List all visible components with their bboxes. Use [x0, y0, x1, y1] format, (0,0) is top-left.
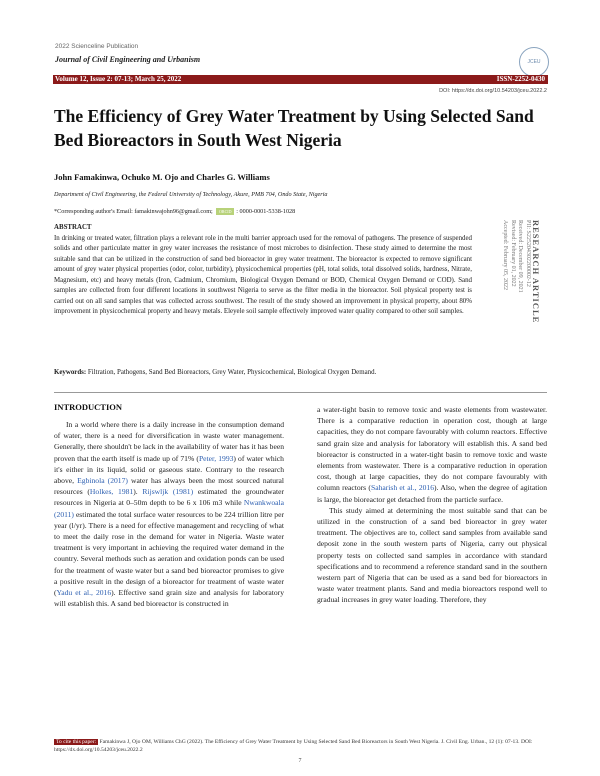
keywords — [54, 368, 472, 379]
corresponding-author — [54, 208, 295, 215]
text: In a world where there is a daily increase in the consumption demand of water, there is a need for diversification in waste water management. Generally, there shouldn't be lack in the availability of water has it has been proven that the earth itself is made up of 71% ( — [54, 420, 284, 463]
keywords-text: Filtration, Pathogens, Sand Bed Bioreactors, Grey Water, Physicochemical, Biological Oxygen Demand. — [87, 369, 377, 376]
paper-title: The Efficiency of Grey Water Treatment by Using Selected Sand Bed Bioreactors in South West Nigeria — [54, 106, 534, 150]
text: ) of water which it's either in its liquid, solid or gaseous state. Contrary to the research above, — [54, 453, 284, 486]
intro-right-column — [317, 404, 547, 606]
article-side-info — [502, 220, 563, 324]
keywords-label: Keywords: — [54, 369, 87, 376]
journal-logo: JCEU — [519, 47, 549, 77]
citation[interactable]: Peter, 1993 — [198, 453, 234, 463]
publisher-line: 2022 Scienceline Publication — [55, 43, 139, 50]
text: ). Also, when the degree of agitation is large, the bioreactor get detached from the particle surface. — [317, 483, 548, 504]
citation[interactable]: Yadu et al., 2016 — [56, 588, 112, 598]
affiliation: Department of Civil Engineering, the Federal University of Technology, Akure, PMB 704, Ondo State, Nigeria — [54, 191, 328, 198]
text: water has always been the most sourced natural resources ( — [54, 476, 285, 497]
received-date: Received: December 09, 2021 — [517, 220, 524, 293]
citation[interactable]: Saharish et al., 2016 — [370, 483, 435, 493]
volume-info: Volume 12, Issue 2: 07-13; March 25, 2022 — [55, 75, 182, 83]
citation-footer — [54, 738, 549, 754]
revised-date: Revised: February 01, 2022 — [510, 220, 516, 287]
abstract — [54, 223, 472, 318]
divider — [54, 392, 547, 393]
cite-text: Famakinwa J, Ojo OM, Williams ChG (2022). The Efficiency of Grey Water Treatment by Using Selected Sand Bed Bioreactors in South West Nigeria. J. Civil Eng. Urban., 12 (1): 07-13. DOI: https://dx.doi.org/10.54203/jceu.2022.2 — [54, 739, 533, 753]
authors: John Famakinwa, Ochuko M. Ojo and Charles G. Williams — [54, 172, 270, 182]
journal-name: Journal of Civil Engineering and Urbanism — [55, 55, 201, 64]
accepted-date: Accepted: February 05, 2022 — [502, 220, 509, 290]
orcid-id[interactable]: : 0000-0001-5338-1028 — [236, 208, 296, 215]
section-heading-introduction: INTRODUCTION — [54, 402, 123, 412]
pii: PII: S225204302200002-12 — [525, 220, 531, 287]
citation[interactable]: Egbinola (2017) — [77, 476, 128, 486]
doi-link[interactable]: DOI: https://dx.doi.org/10.54203/jceu.2022.2 — [439, 88, 547, 94]
cite-tag: To cite this paper: — [56, 739, 97, 745]
citation[interactable]: Rijswljk (1981) — [142, 487, 194, 497]
text: This study aimed at determining the most suitable sand that can be utilized in the construction of a sand bed bioreactor in grey water treatment. The objectives are to, collect sand samples from available sand deposit zone in the south western parts of Nigeria, carry out physical property tests on collected sand samples in accordance with standard specifications and to recommend a reference standard sand in the southern western part of Nigeria that can be used as a sand bed for bioreactors in waste water treatment plants. Sand and media bioreactors respond well to gradual increases in grey water loading. Therefore, they — [317, 505, 547, 605]
intro-left-column — [54, 419, 284, 609]
orcid-icon[interactable]: ORCID — [216, 208, 234, 215]
volume-bar — [53, 75, 548, 84]
text: estimated the total surface water resources to be 224 trillion litre per year (l/yr). There is a need for effective management and recycling of what to meet the daily rose in the demand for water in Nigeria. Waste water treatment is very important in achieving the required water demand in the country. Several methods such as aeration and oxidation ponds can be used for the treatment of waste water but a sand bed bioreactor promises to give a positive result in the design of a bioreactor for treatment of waste water ( — [54, 509, 284, 598]
text: ). Effective sand grain size and analysis for laboratory will establish this. A sand bed bioreactor is constructed in — [54, 588, 284, 609]
page-number: 7 — [298, 758, 302, 764]
citation[interactable]: Holkes, 1981 — [89, 487, 134, 497]
corresponding-email[interactable]: *Corresponding author's Email: famakinwajohn96@gmail.com; — [54, 208, 213, 215]
article-type: RESEARCH ARTICLE — [531, 220, 541, 324]
citation[interactable]: Nwankwoala (2011) — [54, 498, 284, 519]
text: estimated the groundwater resources in Nigeria at 0–50m depth to be 6 x 106 m3 while — [54, 487, 285, 508]
abstract-text: In drinking or treated water, filtration plays a relevant role in the multi barrier approach used for the removal of pathogens. The presence of suspended solids and other particulate matter in grey water increases the resistance of most microbes to disinfection. These study aimed to determine the most suitable sand that can be utilized in the construction of sand bed bioreactor in grey water treatment. The bioreactor is expected to remove significant amount of grey water physical properties (odor, color, turbidity), physicochemical properties (pH, total solids, total dissolved solids, hardness, Nitrate, Magnesium, etc) and heavy metals (Iron, Cadmium, Chromium, Biological Oxygen Demand or BOD, Chemical Oxygen Demand or COD). Sand samples are collected from four different locations in southwest Nigeria to serve as the filter media in the bioreactor. Soil physical property test is carried out on all sand samples that was collected across southwest. The result of the study showed an improvement in physical property, about 80% improvement in physicochemical property and heavy metals. Eleyele soil sample effectively improved water quality compared to other soil samples. — [54, 234, 472, 315]
abstract-label: ABSTRACT — [54, 224, 92, 231]
text: ). — [133, 487, 143, 497]
text: a water-tight basin to remove toxic and waste elements from wastewater. There is a comparative reduction in operation cost, though at large capacities, they do not compare favourably with column reactors. Effective sand grain size and analysis for laboratory will establish this. A sand bed bioreactor is constructed in a water-tight basin to remove toxic and waste elements from wastewater. There is a comparative reduction in operation cost, though at large capacities, they do not compare favourably with column reactors ( — [317, 405, 547, 493]
issn: ISSN-2252-0430 — [496, 75, 545, 83]
